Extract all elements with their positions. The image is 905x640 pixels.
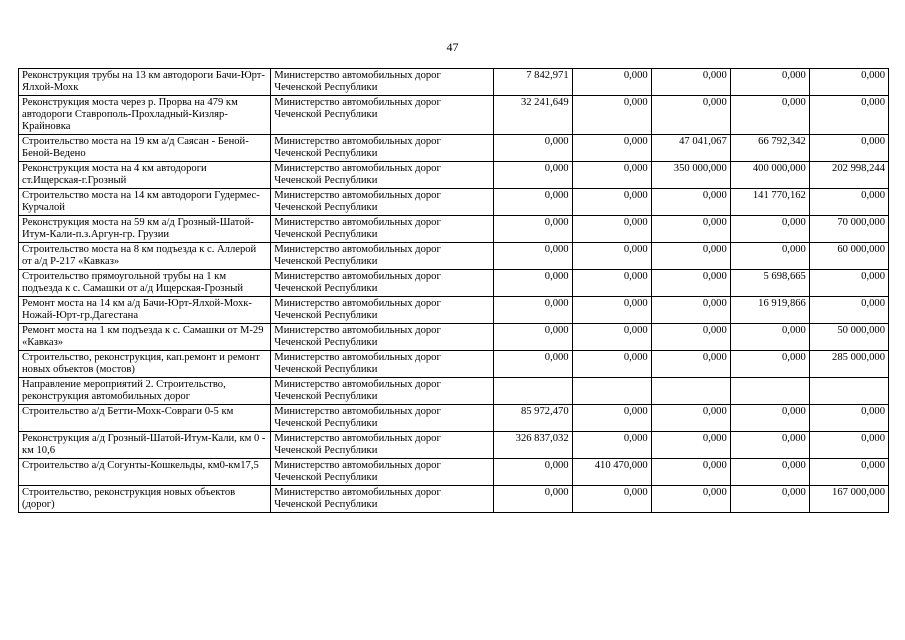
ministry-cell: Министерство автомобильных дорог Чеченской Республики xyxy=(271,378,493,405)
value-cell-4: 0,000 xyxy=(730,324,809,351)
value-cell-1: 32 241,649 xyxy=(493,96,572,135)
value-cell-5: 0,000 xyxy=(809,405,888,432)
value-cell-4: 0,000 xyxy=(730,351,809,378)
value-cell-3: 0,000 xyxy=(651,405,730,432)
value-cell-2: 0,000 xyxy=(572,297,651,324)
value-cell-2 xyxy=(572,378,651,405)
value-cell-2: 0,000 xyxy=(572,189,651,216)
table-row xyxy=(19,324,889,351)
table-row xyxy=(19,351,889,378)
value-cell-2: 0,000 xyxy=(572,135,651,162)
value-cell-4: 0,000 xyxy=(730,459,809,486)
ministry-cell: Министерство автомобильных дорог Чеченской Республики xyxy=(271,459,493,486)
value-cell-5: 0,000 xyxy=(809,69,888,96)
value-cell-4: 400 000,000 xyxy=(730,162,809,189)
value-cell-1: 7 842,971 xyxy=(493,69,572,96)
value-cell-1: 0,000 xyxy=(493,297,572,324)
value-cell-1: 0,000 xyxy=(493,486,572,513)
budget-table xyxy=(18,68,889,513)
value-cell-4: 0,000 xyxy=(730,486,809,513)
value-cell-4: 0,000 xyxy=(730,243,809,270)
row-name-cell: Направление мероприятий 2. Строительство, реконструкция автомобильных дорог xyxy=(19,378,271,405)
value-cell-5: 202 998,244 xyxy=(809,162,888,189)
ministry-cell: Министерство автомобильных дорог Чеченской Республики xyxy=(271,135,493,162)
ministry-cell: Министерство автомобильных дорог Чеченской Республики xyxy=(271,486,493,513)
table-row xyxy=(19,69,889,96)
value-cell-3: 350 000,000 xyxy=(651,162,730,189)
value-cell-2: 0,000 xyxy=(572,405,651,432)
value-cell-2: 0,000 xyxy=(572,96,651,135)
value-cell-4: 5 698,665 xyxy=(730,270,809,297)
row-name-cell: Строительство, реконструкция новых объектов (дорог) xyxy=(19,486,271,513)
row-name-cell: Строительство а/д Согунты-Кошкельды, км0-км17,5 xyxy=(19,459,271,486)
ministry-cell: Министерство автомобильных дорог Чеченской Республики xyxy=(271,243,493,270)
value-cell-1: 0,000 xyxy=(493,162,572,189)
value-cell-3: 0,000 xyxy=(651,459,730,486)
value-cell-2: 0,000 xyxy=(572,162,651,189)
value-cell-3: 0,000 xyxy=(651,216,730,243)
value-cell-4: 141 770,162 xyxy=(730,189,809,216)
row-name-cell: Реконструкция моста на 4 км автодороги ст.Ищерская-г.Грозный xyxy=(19,162,271,189)
value-cell-3: 0,000 xyxy=(651,189,730,216)
value-cell-3: 0,000 xyxy=(651,432,730,459)
value-cell-5: 60 000,000 xyxy=(809,243,888,270)
value-cell-3: 0,000 xyxy=(651,243,730,270)
row-name-cell: Ремонт моста на 14 км а/д Бачи-Юрт-Ялхой-Мохк-Ножай-Юрт-гр.Дагестана xyxy=(19,297,271,324)
value-cell-2: 0,000 xyxy=(572,270,651,297)
value-cell-5: 0,000 xyxy=(809,270,888,297)
value-cell-5: 0,000 xyxy=(809,432,888,459)
value-cell-2: 0,000 xyxy=(572,324,651,351)
value-cell-5: 0,000 xyxy=(809,189,888,216)
value-cell-1: 0,000 xyxy=(493,135,572,162)
table-row xyxy=(19,459,889,486)
value-cell-1: 85 972,470 xyxy=(493,405,572,432)
value-cell-1: 0,000 xyxy=(493,324,572,351)
value-cell-1: 0,000 xyxy=(493,270,572,297)
value-cell-3: 0,000 xyxy=(651,96,730,135)
table-row xyxy=(19,162,889,189)
value-cell-2: 410 470,000 xyxy=(572,459,651,486)
value-cell-2: 0,000 xyxy=(572,432,651,459)
value-cell-3: 0,000 xyxy=(651,297,730,324)
value-cell-5: 0,000 xyxy=(809,135,888,162)
value-cell-2: 0,000 xyxy=(572,216,651,243)
value-cell-5: 167 000,000 xyxy=(809,486,888,513)
value-cell-5: 50 000,000 xyxy=(809,324,888,351)
value-cell-2: 0,000 xyxy=(572,69,651,96)
row-name-cell: Строительство прямоугольной трубы на 1 км подъезда к с. Самашки от а/д Ищерская-Грозный xyxy=(19,270,271,297)
row-name-cell: Реконструкция а/д Грозный-Шатой-Итум-Кали, км 0 - км 10,6 xyxy=(19,432,271,459)
table-row xyxy=(19,135,889,162)
row-name-cell: Строительство моста на 8 км подъезда к с. Аллерой от а/д Р-217 «Кавказ» xyxy=(19,243,271,270)
ministry-cell: Министерство автомобильных дорог Чеченской Республики xyxy=(271,270,493,297)
value-cell-2: 0,000 xyxy=(572,243,651,270)
value-cell-3: 47 041,067 xyxy=(651,135,730,162)
value-cell-4: 16 919,866 xyxy=(730,297,809,324)
row-name-cell: Строительство а/д Бетти-Мохк-Совраги 0-5 км xyxy=(19,405,271,432)
value-cell-5: 70 000,000 xyxy=(809,216,888,243)
value-cell-5: 0,000 xyxy=(809,297,888,324)
table-row xyxy=(19,270,889,297)
ministry-cell: Министерство автомобильных дорог Чеченской Республики xyxy=(271,189,493,216)
table-row xyxy=(19,216,889,243)
value-cell-4: 0,000 xyxy=(730,96,809,135)
value-cell-4: 0,000 xyxy=(730,405,809,432)
value-cell-1 xyxy=(493,378,572,405)
value-cell-3: 0,000 xyxy=(651,69,730,96)
row-name-cell: Строительство, реконструкция, кап.ремонт и ремонт новых объектов (мостов) xyxy=(19,351,271,378)
value-cell-4: 0,000 xyxy=(730,216,809,243)
value-cell-2: 0,000 xyxy=(572,351,651,378)
table-row xyxy=(19,432,889,459)
value-cell-5: 285 000,000 xyxy=(809,351,888,378)
page-number: 47 xyxy=(446,40,459,54)
row-name-cell: Реконструкция моста на 59 км а/д Грозный-Шатой-Итум-Кали-п.з.Аргун-гр. Грузии xyxy=(19,216,271,243)
value-cell-5 xyxy=(809,378,888,405)
ministry-cell: Министерство автомобильных дорог Чеченской Республики xyxy=(271,351,493,378)
value-cell-4: 0,000 xyxy=(730,432,809,459)
ministry-cell: Министерство автомобильных дорог Чеченской Республики xyxy=(271,324,493,351)
table-row xyxy=(19,189,889,216)
value-cell-1: 0,000 xyxy=(493,216,572,243)
row-name-cell: Строительство моста на 14 км автодороги Гудермес-Курчалой xyxy=(19,189,271,216)
value-cell-3: 0,000 xyxy=(651,270,730,297)
value-cell-5: 0,000 xyxy=(809,459,888,486)
row-name-cell: Ремонт моста на 1 км подъезда к с. Самашки от М-29 «Кавказ» xyxy=(19,324,271,351)
ministry-cell: Министерство автомобильных дорог Чеченской Республики xyxy=(271,69,493,96)
value-cell-3: 0,000 xyxy=(651,486,730,513)
value-cell-4: 66 792,342 xyxy=(730,135,809,162)
value-cell-4 xyxy=(730,378,809,405)
value-cell-1: 0,000 xyxy=(493,189,572,216)
row-name-cell: Реконструкция трубы на 13 км автодороги Бачи-Юрт-Ялхой-Мохк xyxy=(19,69,271,96)
row-name-cell: Реконструкция моста через р. Прорва на 479 км автодороги Ставрополь-Прохладный-Кизляр-Крайновка xyxy=(19,96,271,135)
value-cell-2: 0,000 xyxy=(572,486,651,513)
value-cell-1: 0,000 xyxy=(493,351,572,378)
table-row xyxy=(19,486,889,513)
value-cell-1: 0,000 xyxy=(493,243,572,270)
budget-table-body xyxy=(19,69,889,513)
ministry-cell: Министерство автомобильных дорог Чеченской Республики xyxy=(271,432,493,459)
table-row xyxy=(19,243,889,270)
value-cell-3 xyxy=(651,378,730,405)
value-cell-4: 0,000 xyxy=(730,69,809,96)
ministry-cell: Министерство автомобильных дорог Чеченской Республики xyxy=(271,405,493,432)
value-cell-3: 0,000 xyxy=(651,351,730,378)
ministry-cell: Министерство автомобильных дорог Чеченской Республики xyxy=(271,96,493,135)
value-cell-5: 0,000 xyxy=(809,96,888,135)
table-row xyxy=(19,405,889,432)
ministry-cell: Министерство автомобильных дорог Чеченской Республики xyxy=(271,297,493,324)
row-name-cell: Строительство моста на 19 км а/д Саясан - Беной-Беной-Ведено xyxy=(19,135,271,162)
ministry-cell: Министерство автомобильных дорог Чеченской Республики xyxy=(271,162,493,189)
value-cell-1: 0,000 xyxy=(493,459,572,486)
table-row xyxy=(19,96,889,135)
table-row xyxy=(19,297,889,324)
ministry-cell: Министерство автомобильных дорог Чеченской Республики xyxy=(271,216,493,243)
value-cell-1: 326 837,032 xyxy=(493,432,572,459)
table-row xyxy=(19,378,889,405)
value-cell-3: 0,000 xyxy=(651,324,730,351)
